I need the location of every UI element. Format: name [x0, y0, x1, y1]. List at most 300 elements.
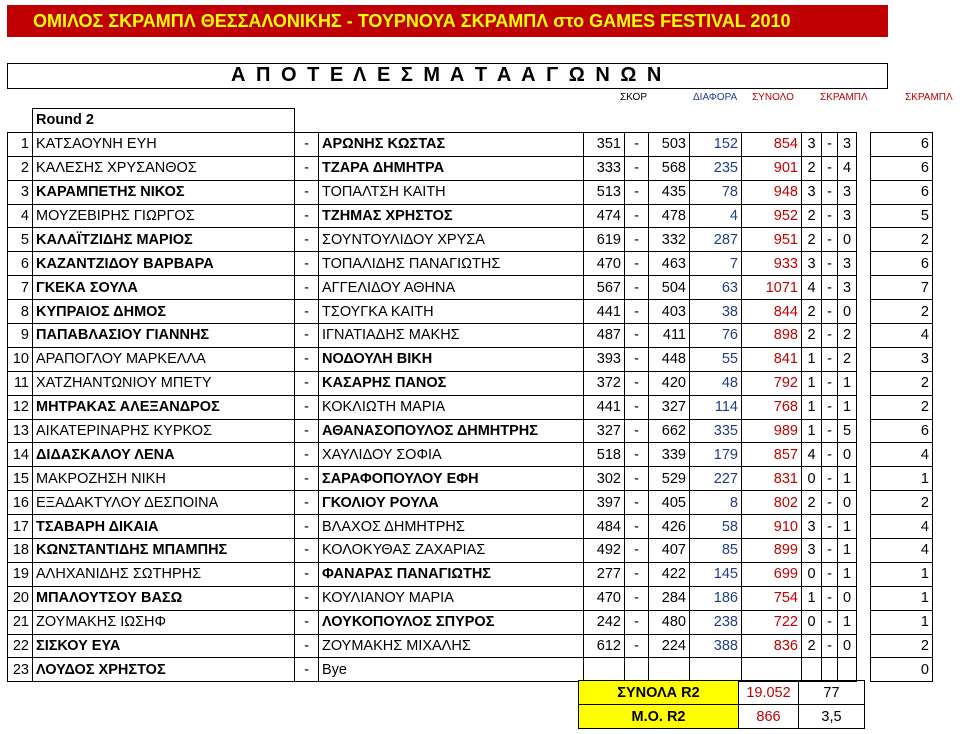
- table-row: [8, 658, 933, 682]
- scrabble-points: 2: [871, 634, 933, 658]
- player-2: Bye: [319, 658, 584, 682]
- scrabble-points: 2: [871, 395, 933, 419]
- versus-dash: -: [295, 276, 319, 300]
- score-1: 619: [584, 228, 625, 252]
- versus-dash: -: [295, 371, 319, 395]
- scrabbles-dash: -: [822, 276, 838, 300]
- scrabbles-2: 0: [838, 228, 857, 252]
- score-dash: -: [625, 300, 649, 324]
- versus-dash: -: [295, 467, 319, 491]
- scrabble-points: 1: [871, 467, 933, 491]
- score-1: [584, 658, 625, 682]
- summary-total-points: 19.052: [739, 681, 799, 705]
- score-1: 487: [584, 324, 625, 348]
- scrabble-points: 6: [871, 156, 933, 180]
- player-2: ΑΘΑΝΑΣΟΠΟΥΛΟΣ ΔΗΜΗΤΡΗΣ: [319, 419, 584, 443]
- scrabbles-2: 3: [838, 276, 857, 300]
- score-difference: 114: [690, 395, 742, 419]
- player-2: ΑΓΓΕΛΙΔΟΥ ΑΘΗΝΑ: [319, 276, 584, 300]
- player-2: ΣΟΥΝΤΟΥΛΙΔΟΥ ΧΡΥΣΑ: [319, 228, 584, 252]
- score-dash: -: [625, 156, 649, 180]
- score-total: 841: [742, 347, 802, 371]
- scrabbles-2: 0: [838, 586, 857, 610]
- score-difference: 4: [690, 204, 742, 228]
- score-2: 405: [649, 491, 690, 515]
- spacer-cell: [857, 467, 871, 491]
- match-number: 18: [8, 539, 33, 563]
- score-1: 277: [584, 562, 625, 586]
- player-2: ΚΑΣΑΡΗΣ ΠΑΝΟΣ: [319, 371, 584, 395]
- score-difference: 38: [690, 300, 742, 324]
- scrabbles-dash: -: [822, 324, 838, 348]
- score-dash: -: [625, 204, 649, 228]
- score-1: 492: [584, 539, 625, 563]
- score-2: 339: [649, 443, 690, 467]
- scrabbles-2: 0: [838, 634, 857, 658]
- score-dash: -: [625, 276, 649, 300]
- scrabbles-dash: -: [822, 228, 838, 252]
- player-1: ΜΠΑΛΟΥΤΣΟΥ ΒΑΣΩ: [33, 586, 295, 610]
- table-row: [8, 419, 933, 443]
- scrabbles-1: 2: [802, 634, 822, 658]
- score-1: 372: [584, 371, 625, 395]
- player-1: ΕΞΑΔΑΚΤΥΛΟΥ ΔΕΣΠΟΙΝΑ: [33, 491, 295, 515]
- versus-dash: -: [295, 610, 319, 634]
- table-row: [8, 371, 933, 395]
- scrabbles-1: 1: [802, 419, 822, 443]
- score-difference: 227: [690, 467, 742, 491]
- scrabbles-dash: -: [822, 491, 838, 515]
- scrabble-points: 6: [871, 252, 933, 276]
- table-row: [8, 395, 933, 419]
- score-1: 441: [584, 300, 625, 324]
- match-number: 8: [8, 300, 33, 324]
- score-difference: 186: [690, 586, 742, 610]
- score-dash: -: [625, 610, 649, 634]
- score-total: 722: [742, 610, 802, 634]
- spacer-cell: [857, 515, 871, 539]
- scrabbles-2: 1: [838, 395, 857, 419]
- scrabble-points: 5: [871, 204, 933, 228]
- score-total: 699: [742, 562, 802, 586]
- score-dash: -: [625, 467, 649, 491]
- spacer-cell: [857, 634, 871, 658]
- scrabbles-1: 2: [802, 300, 822, 324]
- scrabbles-dash: -: [822, 562, 838, 586]
- spacer-cell: [857, 276, 871, 300]
- player-2: ΛΟΥΚΟΠΟΥΛΟΣ ΣΠΥΡΟΣ: [319, 610, 584, 634]
- score-2: 224: [649, 634, 690, 658]
- header-total: ΣΥΝΟΛΟ: [752, 92, 794, 103]
- player-2: ΖΟΥΜΑΚΗΣ ΜΙΧΑΛΗΣ: [319, 634, 584, 658]
- scrabbles-2: 1: [838, 562, 857, 586]
- scrabbles-1: 2: [802, 491, 822, 515]
- score-dash: -: [625, 634, 649, 658]
- versus-dash: -: [295, 562, 319, 586]
- spacer-cell: [857, 371, 871, 395]
- scrabbles-2: 3: [838, 180, 857, 204]
- versus-dash: -: [295, 252, 319, 276]
- header-diff: ΔΙΑΦΟΡΑ: [693, 92, 738, 103]
- scrabbles-1: 2: [802, 228, 822, 252]
- player-2: ΝΟΔΟΥΛΗ ΒΙΚΗ: [319, 347, 584, 371]
- match-number: 2: [8, 156, 33, 180]
- score-2: 568: [649, 156, 690, 180]
- scrabbles-1: 0: [802, 610, 822, 634]
- header-scrabble-1: ΣΚΡΑΜΠΛ: [820, 92, 868, 103]
- match-number: 19: [8, 562, 33, 586]
- scrabbles-2: [838, 658, 857, 682]
- player-1: ΚΑΛΑΪΤΖΙΔΗΣ ΜΑΡΙΟΣ: [33, 228, 295, 252]
- score-2: 332: [649, 228, 690, 252]
- player-1: ΚΑΛΕΣΗΣ ΧΡΥΣΑΝΘΟΣ: [33, 156, 295, 180]
- score-total: 898: [742, 324, 802, 348]
- spacer-cell: [857, 228, 871, 252]
- scrabble-points: 7: [871, 276, 933, 300]
- scrabbles-dash: -: [822, 371, 838, 395]
- match-number: 7: [8, 276, 33, 300]
- score-1: 612: [584, 634, 625, 658]
- player-2: ΤΖΑΡΑ ΔΗΜΗΤΡΑ: [319, 156, 584, 180]
- scrabbles-1: 1: [802, 586, 822, 610]
- score-2: 407: [649, 539, 690, 563]
- score-difference: 179: [690, 443, 742, 467]
- score-difference: 85: [690, 539, 742, 563]
- score-difference: 388: [690, 634, 742, 658]
- match-number: 17: [8, 515, 33, 539]
- summary-table: [578, 680, 865, 729]
- score-difference: 235: [690, 156, 742, 180]
- score-1: 397: [584, 491, 625, 515]
- score-difference: 58: [690, 515, 742, 539]
- score-2: 284: [649, 586, 690, 610]
- score-1: 484: [584, 515, 625, 539]
- match-number: 11: [8, 371, 33, 395]
- player-2: ΚΟΥΛΙΑΝΟΥ ΜΑΡΙΑ: [319, 586, 584, 610]
- score-2: [649, 658, 690, 682]
- player-1: ΚΑΤΣΑΟΥΝΗ ΕΥΗ: [33, 132, 295, 156]
- table-row: [8, 491, 933, 515]
- spacer-cell: [857, 132, 871, 156]
- scrabbles-dash: [822, 658, 838, 682]
- score-difference: 48: [690, 371, 742, 395]
- scrabbles-2: 1: [838, 467, 857, 491]
- scrabbles-2: 0: [838, 300, 857, 324]
- spacer-cell: [857, 300, 871, 324]
- score-dash: -: [625, 180, 649, 204]
- scrabbles-dash: -: [822, 586, 838, 610]
- score-2: 403: [649, 300, 690, 324]
- summary-row: [579, 681, 865, 705]
- player-1: ΠΑΠΑΒΛΑΣΙΟΥ ΓΙΑΝΝΗΣ: [33, 324, 295, 348]
- player-1: ΜΗΤΡΑΚΑΣ ΑΛΕΞΑΝΔΡΟΣ: [33, 395, 295, 419]
- scrabbles-2: 0: [838, 443, 857, 467]
- scrabbles-dash: -: [822, 252, 838, 276]
- player-1: ΛΟΥΔΟΣ ΧΡΗΣΤΟΣ: [33, 658, 295, 682]
- score-difference: 7: [690, 252, 742, 276]
- match-number: 21: [8, 610, 33, 634]
- score-1: 242: [584, 610, 625, 634]
- scrabbles-2: 1: [838, 610, 857, 634]
- scrabble-points: 6: [871, 180, 933, 204]
- scrabble-points: 1: [871, 562, 933, 586]
- scrabbles-dash: -: [822, 156, 838, 180]
- score-2: 435: [649, 180, 690, 204]
- page-title: Α Π Ο Τ Ε Λ Ε Σ Μ Α Τ Α Α Γ Ω Ν Ω Ν: [231, 64, 664, 86]
- round-row: [8, 109, 933, 133]
- versus-dash: -: [295, 491, 319, 515]
- match-number: 6: [8, 252, 33, 276]
- scrabbles-dash: -: [822, 180, 838, 204]
- table-row: [8, 156, 933, 180]
- summary-row: [579, 705, 865, 729]
- spacer-cell: [857, 347, 871, 371]
- score-dash: -: [625, 515, 649, 539]
- score-total: 802: [742, 491, 802, 515]
- score-dash: -: [625, 347, 649, 371]
- player-1: ΚΥΠΡΑΙΟΣ ΔΗΜΟΣ: [33, 300, 295, 324]
- versus-dash: -: [295, 228, 319, 252]
- table-row: [8, 610, 933, 634]
- scrabbles-2: 2: [838, 324, 857, 348]
- score-2: 503: [649, 132, 690, 156]
- versus-dash: -: [295, 419, 319, 443]
- score-1: 470: [584, 252, 625, 276]
- player-2: ΒΛΑΧΟΣ ΔΗΜΗΤΡΗΣ: [319, 515, 584, 539]
- spacer-cell: [857, 586, 871, 610]
- table-row: [8, 515, 933, 539]
- summary-label: Μ.Ο. R2: [579, 705, 739, 729]
- player-1: ΚΑΡΑΜΠΕΤΗΣ ΝΙΚΟΣ: [33, 180, 295, 204]
- match-number: 1: [8, 132, 33, 156]
- spacer-cell: [857, 539, 871, 563]
- score-2: 529: [649, 467, 690, 491]
- score-dash: -: [625, 324, 649, 348]
- score-total: [742, 658, 802, 682]
- score-2: 662: [649, 419, 690, 443]
- player-2: ΤΖΗΜΑΣ ΧΡΗΣΤΟΣ: [319, 204, 584, 228]
- score-dash: -: [625, 443, 649, 467]
- spacer-cell: [857, 419, 871, 443]
- player-1: ΜΑΚΡΟΖΗΣΗ ΝΙΚΗ: [33, 467, 295, 491]
- player-2: ΣΑΡΑΦΟΠΟΥΛΟΥ ΕΦΗ: [319, 467, 584, 491]
- spacer-cell: [857, 324, 871, 348]
- score-1: 567: [584, 276, 625, 300]
- table-row: [8, 300, 933, 324]
- versus-dash: -: [295, 634, 319, 658]
- score-dash: -: [625, 491, 649, 515]
- score-dash: -: [625, 228, 649, 252]
- score-1: 327: [584, 419, 625, 443]
- scrabbles-dash: -: [822, 515, 838, 539]
- player-1: ΔΙΔΑΣΚΑΛΟΥ ΛΕΝΑ: [33, 443, 295, 467]
- player-1: ΚΩΝΣΤΑΝΤΙΔΗΣ ΜΠΑΜΠΗΣ: [33, 539, 295, 563]
- results-table: [7, 108, 933, 682]
- versus-dash: -: [295, 586, 319, 610]
- score-difference: 238: [690, 610, 742, 634]
- table-row: [8, 347, 933, 371]
- scrabbles-1: 1: [802, 347, 822, 371]
- scrabbles-dash: -: [822, 204, 838, 228]
- scrabble-points: 2: [871, 371, 933, 395]
- round-label: Round 2: [33, 109, 295, 133]
- player-2: ΤΣΟΥΓΚΑ ΚΑΙΤΗ: [319, 300, 584, 324]
- player-1: ΧΑΤΖΗΑΝΤΩΝΙΟΥ ΜΠΕΤΥ: [33, 371, 295, 395]
- match-number: 13: [8, 419, 33, 443]
- match-number: 4: [8, 204, 33, 228]
- score-1: 518: [584, 443, 625, 467]
- score-dash: -: [625, 395, 649, 419]
- score-total: 948: [742, 180, 802, 204]
- score-total: 952: [742, 204, 802, 228]
- spacer-cell: [857, 180, 871, 204]
- player-2: ΚΟΚΛΙΩΤΗ ΜΑΡΙΑ: [319, 395, 584, 419]
- table-row: [8, 324, 933, 348]
- spacer-cell: [857, 610, 871, 634]
- match-number: 3: [8, 180, 33, 204]
- score-dash: -: [625, 539, 649, 563]
- scrabbles-dash: -: [822, 300, 838, 324]
- score-total: 857: [742, 443, 802, 467]
- versus-dash: -: [295, 347, 319, 371]
- scrabbles-1: 2: [802, 156, 822, 180]
- scrabble-points: 2: [871, 228, 933, 252]
- score-2: 411: [649, 324, 690, 348]
- header-score: ΣΚΟΡ: [620, 92, 647, 103]
- spacer-cell: [857, 658, 871, 682]
- player-1: ΜΟΥΖΕΒΙΡΗΣ ΓΙΩΡΓΟΣ: [33, 204, 295, 228]
- score-difference: 8: [690, 491, 742, 515]
- score-1: 441: [584, 395, 625, 419]
- player-2: ΑΡΩΝΗΣ ΚΩΣΤΑΣ: [319, 132, 584, 156]
- score-dash: -: [625, 586, 649, 610]
- summary-scrabbles: 3,5: [799, 705, 865, 729]
- score-total: 951: [742, 228, 802, 252]
- table-row: [8, 562, 933, 586]
- scrabble-points: 1: [871, 586, 933, 610]
- score-difference: [690, 658, 742, 682]
- score-difference: 76: [690, 324, 742, 348]
- scrabbles-1: 3: [802, 252, 822, 276]
- match-number: 15: [8, 467, 33, 491]
- score-2: 448: [649, 347, 690, 371]
- score-dash: -: [625, 419, 649, 443]
- score-difference: 145: [690, 562, 742, 586]
- scrabbles-dash: -: [822, 395, 838, 419]
- table-row: [8, 180, 933, 204]
- player-1: ΣΙΣΚΟΥ ΕΥΑ: [33, 634, 295, 658]
- scrabbles-dash: -: [822, 443, 838, 467]
- scrabbles-dash: -: [822, 610, 838, 634]
- score-total: 933: [742, 252, 802, 276]
- score-dash: -: [625, 252, 649, 276]
- summary-label: ΣΥΝΟΛΑ R2: [579, 681, 739, 705]
- score-total: 844: [742, 300, 802, 324]
- scrabbles-1: [802, 658, 822, 682]
- scrabbles-1: 4: [802, 443, 822, 467]
- scrabbles-2: 3: [838, 204, 857, 228]
- scrabble-points: 4: [871, 515, 933, 539]
- score-difference: 63: [690, 276, 742, 300]
- scrabbles-2: 0: [838, 491, 857, 515]
- match-number: 22: [8, 634, 33, 658]
- versus-dash: -: [295, 204, 319, 228]
- versus-dash: -: [295, 180, 319, 204]
- player-1: ΤΣΑΒΑΡΗ ΔΙΚΑΙΑ: [33, 515, 295, 539]
- scrabbles-1: 1: [802, 395, 822, 419]
- player-2: ΚΟΛΟΚΥΘΑΣ ΖΑΧΑΡΙΑΣ: [319, 539, 584, 563]
- player-1: ΑΙΚΑΤΕΡΙΝΑΡΗΣ ΚΥΡΚΟΣ: [33, 419, 295, 443]
- match-number: 12: [8, 395, 33, 419]
- spacer-cell: [857, 491, 871, 515]
- score-1: 474: [584, 204, 625, 228]
- scrabbles-dash: -: [822, 419, 838, 443]
- versus-dash: -: [295, 300, 319, 324]
- score-2: 463: [649, 252, 690, 276]
- scrabble-points: 3: [871, 347, 933, 371]
- scrabbles-2: 1: [838, 515, 857, 539]
- scrabbles-2: 1: [838, 371, 857, 395]
- match-number: 5: [8, 228, 33, 252]
- player-2: ΙΓΝΑΤΙΑΔΗΣ ΜΑΚΗΣ: [319, 324, 584, 348]
- player-2: ΧΑΥΛΙΔΟΥ ΣΟΦΙΑ: [319, 443, 584, 467]
- player-1: ΑΛΗΧΑΝΙΔΗΣ ΣΩΤΗΡΗΣ: [33, 562, 295, 586]
- score-total: 989: [742, 419, 802, 443]
- player-1: ΑΡΑΠΟΓΛΟΥ ΜΑΡΚΕΛΛΑ: [33, 347, 295, 371]
- spacer-cell: [857, 562, 871, 586]
- scrabbles-1: 3: [802, 539, 822, 563]
- score-1: 470: [584, 586, 625, 610]
- scrabbles-dash: -: [822, 539, 838, 563]
- player-2: ΤΟΠΑΛΤΣΗ ΚΑΙΤΗ: [319, 180, 584, 204]
- scrabbles-2: 5: [838, 419, 857, 443]
- scrabble-points: 6: [871, 419, 933, 443]
- scrabbles-1: 3: [802, 180, 822, 204]
- versus-dash: -: [295, 515, 319, 539]
- scrabbles-1: 0: [802, 467, 822, 491]
- versus-dash: -: [295, 443, 319, 467]
- scrabbles-1: 3: [802, 515, 822, 539]
- spacer-cell: [857, 204, 871, 228]
- score-2: 478: [649, 204, 690, 228]
- match-number: 10: [8, 347, 33, 371]
- score-total: 836: [742, 634, 802, 658]
- match-number: 9: [8, 324, 33, 348]
- table-row: [8, 634, 933, 658]
- versus-dash: -: [295, 156, 319, 180]
- header-scrabble-2: ΣΚΡΑΜΠΛ: [905, 92, 953, 103]
- player-1: ΚΑΖΑΝΤΖΙΔΟΥ ΒΑΡΒΑΡΑ: [33, 252, 295, 276]
- scrabbles-1: 3: [802, 132, 822, 156]
- table-row: [8, 467, 933, 491]
- score-difference: 335: [690, 419, 742, 443]
- table-row: [8, 586, 933, 610]
- score-total: 901: [742, 156, 802, 180]
- table-row: [8, 228, 933, 252]
- score-dash: -: [625, 562, 649, 586]
- scrabble-points: 2: [871, 491, 933, 515]
- score-total: 1071: [742, 276, 802, 300]
- score-difference: 78: [690, 180, 742, 204]
- scrabble-points: 2: [871, 300, 933, 324]
- match-number: 20: [8, 586, 33, 610]
- scrabbles-1: 2: [802, 324, 822, 348]
- scrabble-points: 4: [871, 324, 933, 348]
- match-number: 14: [8, 443, 33, 467]
- score-2: 504: [649, 276, 690, 300]
- scrabbles-1: 2: [802, 204, 822, 228]
- score-2: 426: [649, 515, 690, 539]
